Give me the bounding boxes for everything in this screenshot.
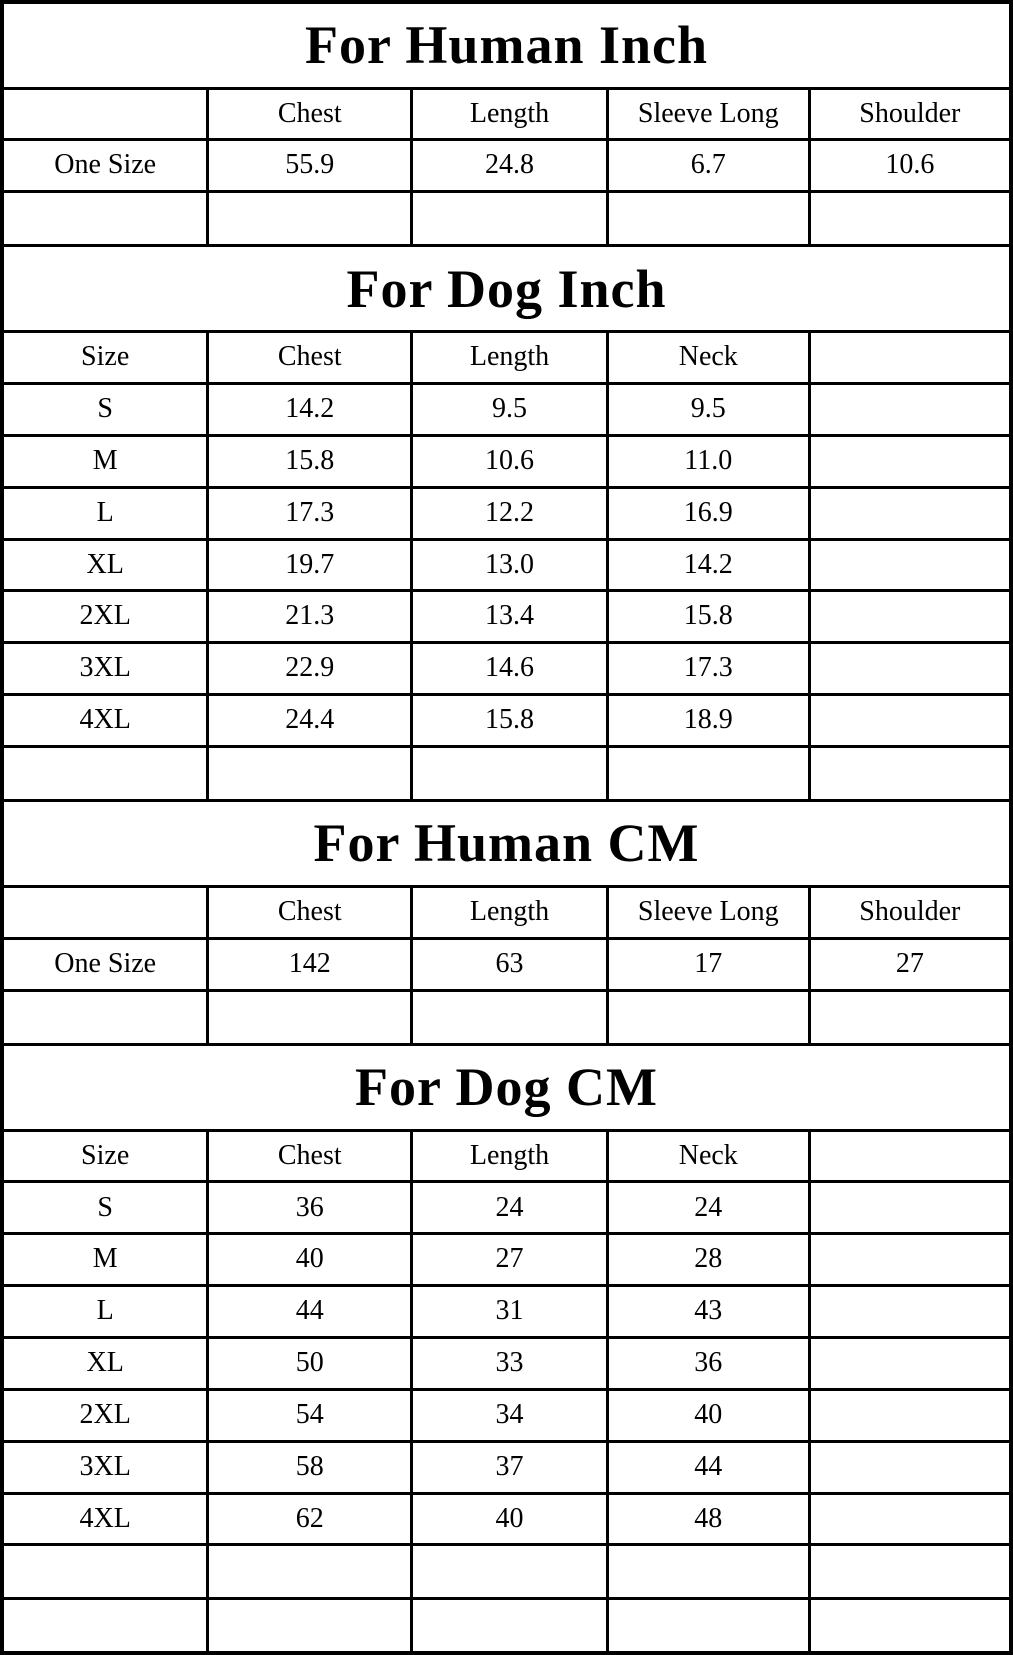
empty-cell	[809, 1338, 1011, 1390]
row-label-cell: 3XL	[2, 643, 208, 695]
row-label-cell: 2XL	[2, 591, 208, 643]
value-cell: 40	[607, 1389, 809, 1441]
row-label-cell: M	[2, 1234, 208, 1286]
header-cell-chest: Chest	[208, 1130, 412, 1182]
value-cell: 24.4	[208, 695, 412, 747]
empty-cell	[809, 1389, 1011, 1441]
empty-cell	[809, 990, 1011, 1044]
empty-cell	[809, 539, 1011, 591]
value-cell: 6.7	[607, 140, 809, 192]
spacer-row	[2, 1545, 1011, 1599]
value-cell: 63	[412, 938, 608, 990]
value-cell: 44	[607, 1441, 809, 1493]
value-cell: 12.2	[412, 487, 608, 539]
value-cell: 24	[607, 1182, 809, 1234]
value-cell: 24.8	[412, 140, 608, 192]
value-cell: 36	[208, 1182, 412, 1234]
value-cell: 142	[208, 938, 412, 990]
row-label-cell: XL	[2, 1338, 208, 1390]
header-cell-chest: Chest	[208, 886, 412, 938]
row-label-cell: 2XL	[2, 1389, 208, 1441]
header-row-human-cm	[2, 886, 1011, 938]
section-title-human-inch: For Human Inch	[2, 2, 1011, 88]
table-row-2xl	[2, 591, 1011, 643]
empty-cell	[809, 192, 1011, 246]
row-label-cell: L	[2, 1286, 208, 1338]
value-cell: 13.4	[412, 591, 608, 643]
empty-cell	[2, 192, 208, 246]
table-row-s	[2, 1182, 1011, 1234]
empty-cell	[809, 695, 1011, 747]
row-label-cell: S	[2, 1182, 208, 1234]
empty-cell	[607, 1545, 809, 1599]
section-row-dog-cm	[2, 1044, 1011, 1130]
empty-cell	[208, 1545, 412, 1599]
value-cell: 19.7	[208, 539, 412, 591]
table-row-one-size	[2, 140, 1011, 192]
value-cell: 62	[208, 1493, 412, 1545]
value-cell: 15.8	[412, 695, 608, 747]
empty-cell	[809, 1493, 1011, 1545]
value-cell: 14.2	[208, 384, 412, 436]
value-cell: 17	[607, 938, 809, 990]
value-cell: 58	[208, 1441, 412, 1493]
header-cell-size: Size	[2, 1130, 208, 1182]
row-label-cell: One Size	[2, 938, 208, 990]
table-row-2xl	[2, 1389, 1011, 1441]
empty-cell	[809, 591, 1011, 643]
table-row-4xl	[2, 1493, 1011, 1545]
empty-cell	[809, 1234, 1011, 1286]
value-cell: 10.6	[412, 435, 608, 487]
value-cell: 54	[208, 1389, 412, 1441]
empty-cell	[208, 990, 412, 1044]
row-label-cell: One Size	[2, 140, 208, 192]
table-row-xl	[2, 1338, 1011, 1390]
empty-cell	[412, 746, 608, 800]
table-row-l	[2, 487, 1011, 539]
header-cell-sleeve-long: Sleeve Long	[607, 88, 809, 140]
value-cell: 13.0	[412, 539, 608, 591]
table-row-one-size	[2, 938, 1011, 990]
value-cell: 17.3	[607, 643, 809, 695]
value-cell: 28	[607, 1234, 809, 1286]
header-cell-neck: Neck	[607, 332, 809, 384]
value-cell: 36	[607, 1338, 809, 1390]
value-cell: 15.8	[607, 591, 809, 643]
spacer-row	[2, 192, 1011, 246]
value-cell: 16.9	[607, 487, 809, 539]
header-cell-size: Size	[2, 332, 208, 384]
section-title-human-cm: For Human CM	[2, 800, 1011, 886]
header-cell-neck: Neck	[607, 1130, 809, 1182]
empty-cell	[208, 746, 412, 800]
value-cell: 14.2	[607, 539, 809, 591]
value-cell: 55.9	[208, 140, 412, 192]
value-cell: 15.8	[208, 435, 412, 487]
header-cell-chest: Chest	[208, 332, 412, 384]
row-label-cell: 4XL	[2, 695, 208, 747]
value-cell: 50	[208, 1338, 412, 1390]
table-row-xl	[2, 539, 1011, 591]
value-cell: 9.5	[607, 384, 809, 436]
empty-cell	[809, 746, 1011, 800]
header-row-dog-inch	[2, 332, 1011, 384]
header-cell-shoulder: Shoulder	[809, 88, 1011, 140]
section-row-dog-inch	[2, 246, 1011, 332]
empty-cell	[2, 746, 208, 800]
empty-cell	[809, 1599, 1011, 1653]
empty-cell	[809, 1286, 1011, 1338]
row-label-cell: S	[2, 384, 208, 436]
value-cell: 34	[412, 1389, 608, 1441]
value-cell: 18.9	[607, 695, 809, 747]
value-cell: 11.0	[607, 435, 809, 487]
size-chart-body	[2, 2, 1011, 1653]
row-label-cell: L	[2, 487, 208, 539]
empty-cell	[809, 1182, 1011, 1234]
empty-cell	[2, 1545, 208, 1599]
header-cell-empty	[809, 332, 1011, 384]
empty-cell	[809, 487, 1011, 539]
header-cell-length: Length	[412, 886, 608, 938]
section-row-human-inch	[2, 2, 1011, 88]
header-row-human-inch	[2, 88, 1011, 140]
value-cell: 48	[607, 1493, 809, 1545]
value-cell: 22.9	[208, 643, 412, 695]
table-row-m	[2, 435, 1011, 487]
table-row-l	[2, 1286, 1011, 1338]
value-cell: 31	[412, 1286, 608, 1338]
value-cell: 37	[412, 1441, 608, 1493]
header-cell-chest: Chest	[208, 88, 412, 140]
value-cell: 44	[208, 1286, 412, 1338]
empty-cell	[412, 192, 608, 246]
table-row-4xl	[2, 695, 1011, 747]
row-label-cell: M	[2, 435, 208, 487]
empty-cell	[607, 746, 809, 800]
header-cell-length: Length	[412, 88, 608, 140]
empty-cell	[2, 990, 208, 1044]
row-label-cell: XL	[2, 539, 208, 591]
table-row-3xl	[2, 1441, 1011, 1493]
empty-cell	[809, 643, 1011, 695]
empty-cell	[412, 1545, 608, 1599]
header-cell-sleeve-long: Sleeve Long	[607, 886, 809, 938]
header-cell-empty	[2, 886, 208, 938]
value-cell: 10.6	[809, 140, 1011, 192]
value-cell: 21.3	[208, 591, 412, 643]
value-cell: 17.3	[208, 487, 412, 539]
value-cell: 14.6	[412, 643, 608, 695]
header-row-dog-cm	[2, 1130, 1011, 1182]
value-cell: 24	[412, 1182, 608, 1234]
empty-cell	[607, 990, 809, 1044]
empty-cell	[412, 1599, 608, 1653]
spacer-row	[2, 1599, 1011, 1653]
empty-cell	[208, 192, 412, 246]
empty-cell	[607, 1599, 809, 1653]
header-cell-length: Length	[412, 332, 608, 384]
empty-cell	[809, 1441, 1011, 1493]
spacer-row	[2, 990, 1011, 1044]
header-cell-empty	[2, 88, 208, 140]
header-cell-length: Length	[412, 1130, 608, 1182]
value-cell: 27	[809, 938, 1011, 990]
value-cell: 27	[412, 1234, 608, 1286]
spacer-row	[2, 746, 1011, 800]
header-cell-empty	[809, 1130, 1011, 1182]
table-row-m	[2, 1234, 1011, 1286]
value-cell: 33	[412, 1338, 608, 1390]
header-cell-shoulder: Shoulder	[809, 886, 1011, 938]
section-title-dog-cm: For Dog CM	[2, 1044, 1011, 1130]
empty-cell	[809, 435, 1011, 487]
table-row-3xl	[2, 643, 1011, 695]
value-cell: 40	[412, 1493, 608, 1545]
row-label-cell: 3XL	[2, 1441, 208, 1493]
empty-cell	[2, 1599, 208, 1653]
table-row-s	[2, 384, 1011, 436]
value-cell: 9.5	[412, 384, 608, 436]
section-row-human-cm	[2, 800, 1011, 886]
empty-cell	[208, 1599, 412, 1653]
empty-cell	[809, 1545, 1011, 1599]
empty-cell	[809, 384, 1011, 436]
value-cell: 40	[208, 1234, 412, 1286]
section-title-dog-inch: For Dog Inch	[2, 246, 1011, 332]
value-cell: 43	[607, 1286, 809, 1338]
row-label-cell: 4XL	[2, 1493, 208, 1545]
empty-cell	[412, 990, 608, 1044]
empty-cell	[607, 192, 809, 246]
